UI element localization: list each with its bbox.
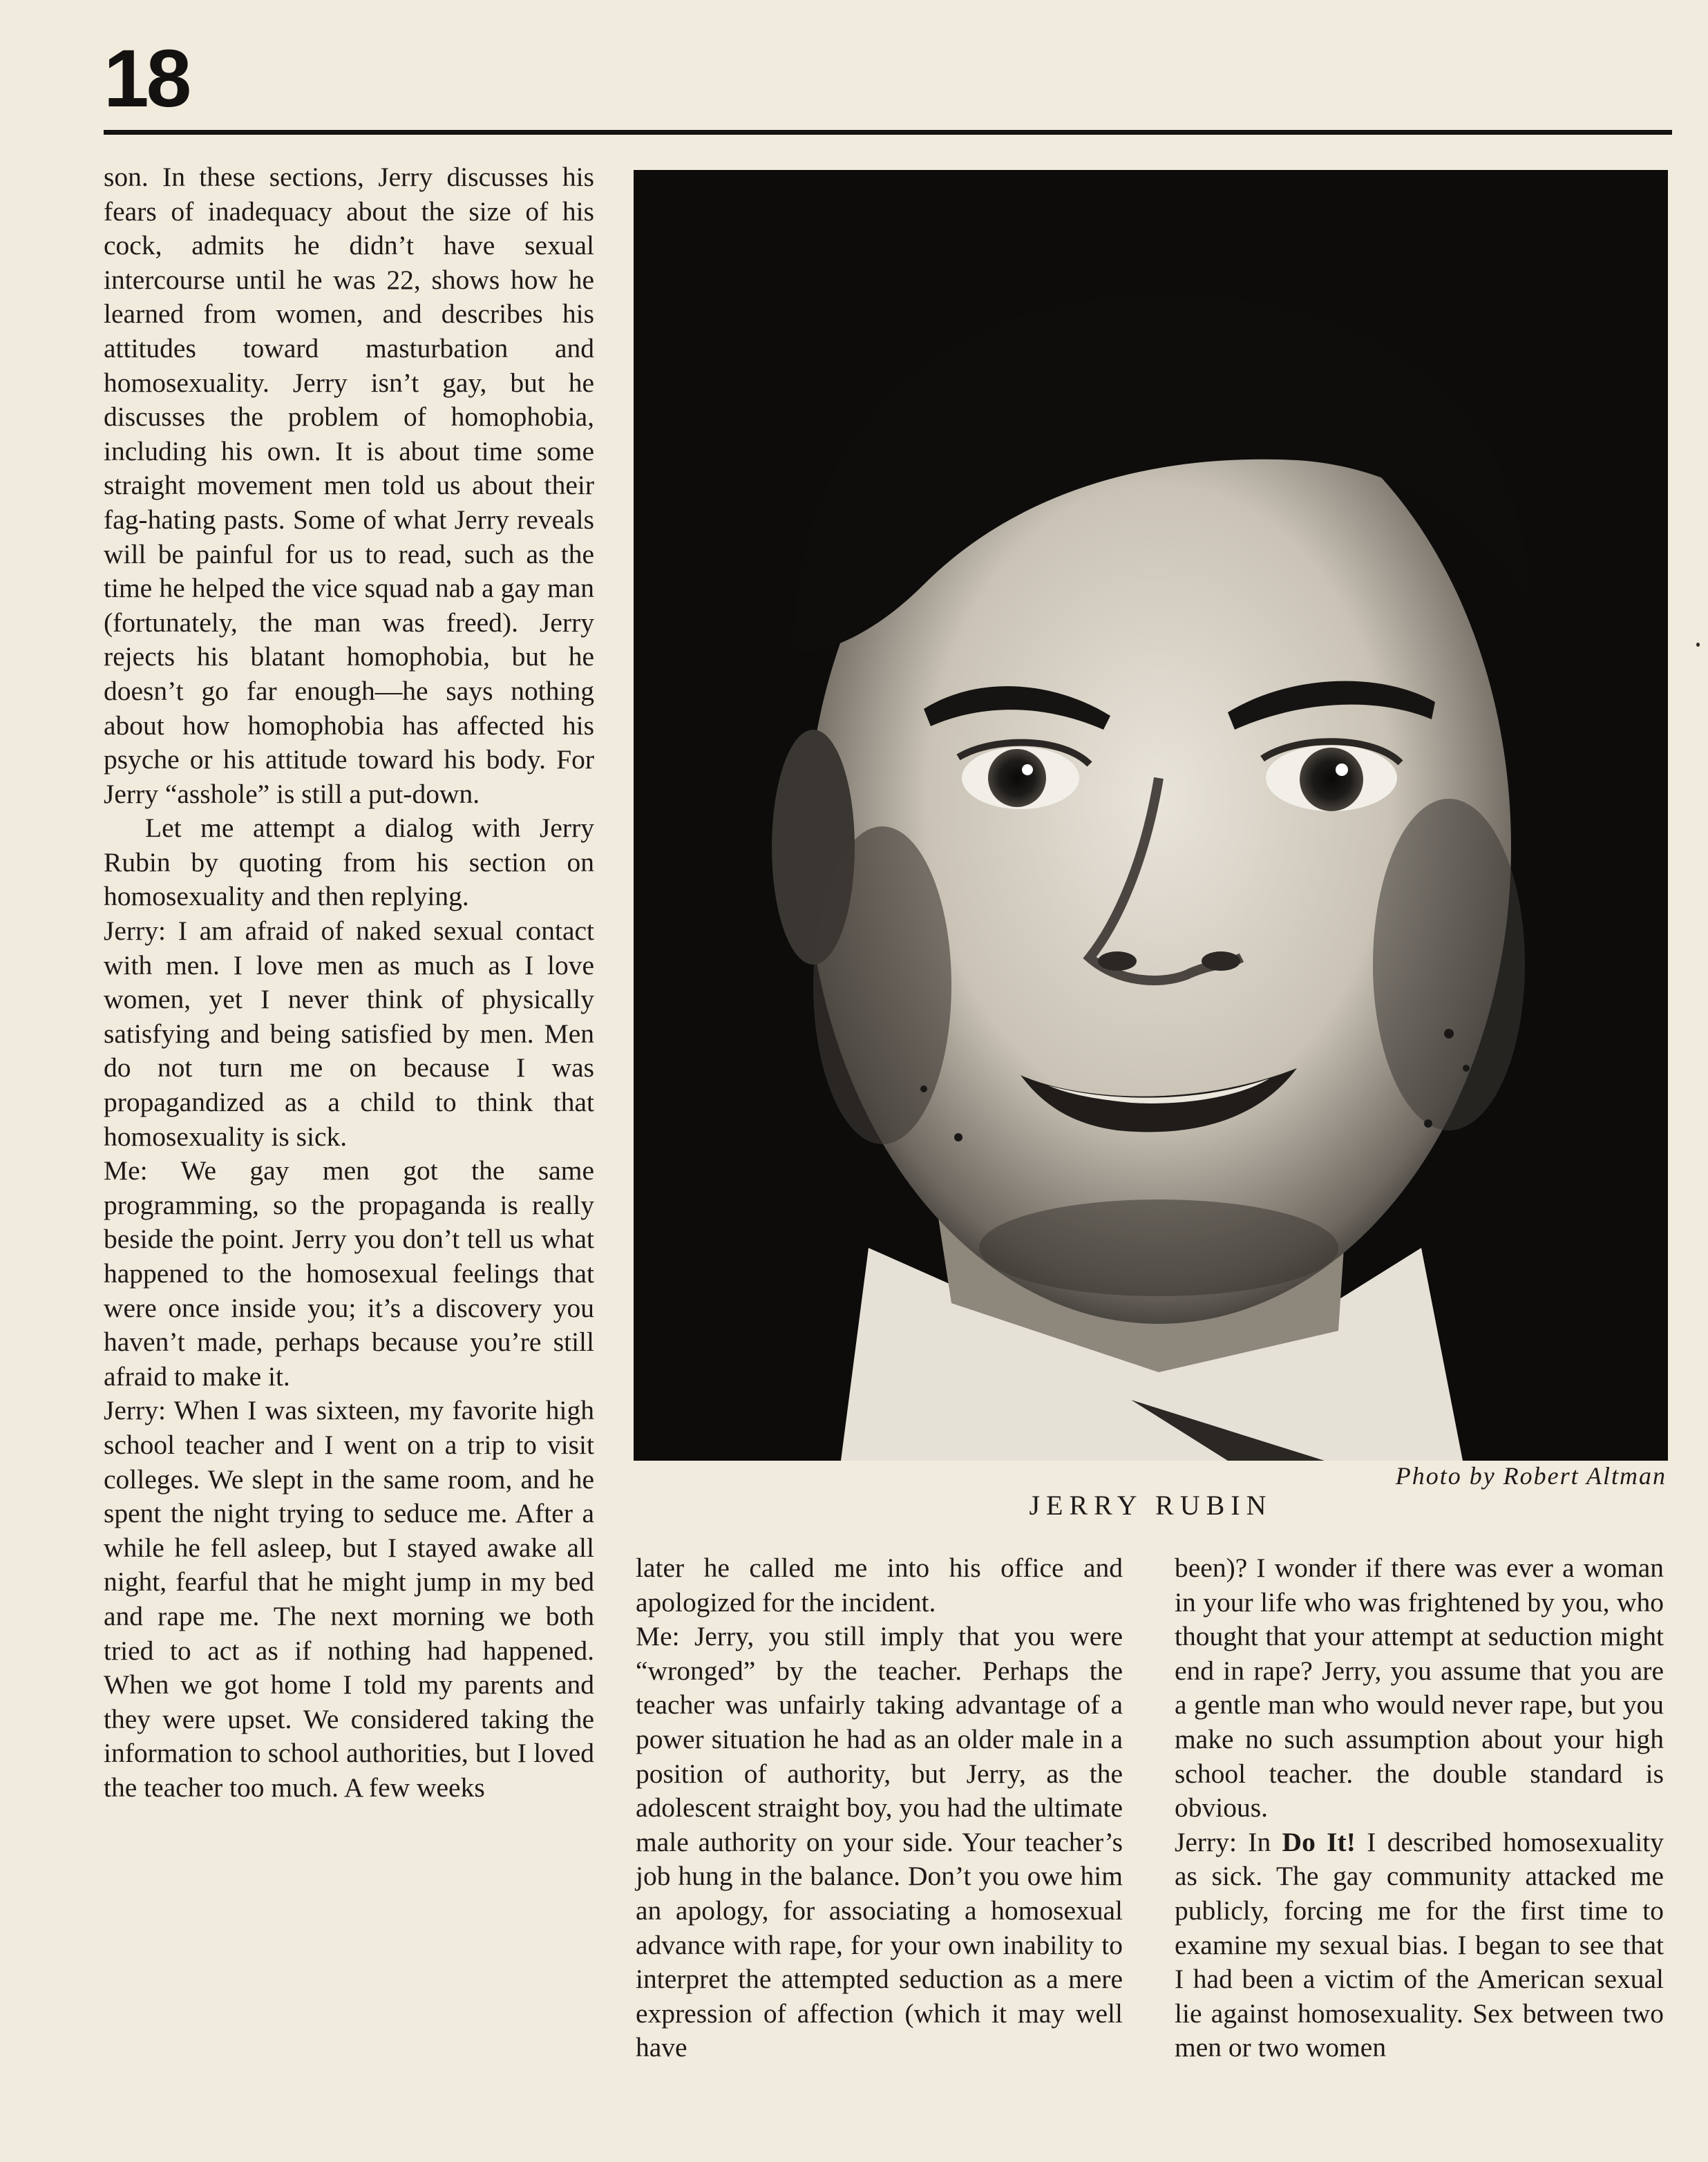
paragraph: later he called me into his office and apologized for the incident. <box>636 1553 1123 1618</box>
speaker-text: Jerry: In <box>1175 1826 1282 1857</box>
photo-caption: JERRY RUBIN <box>1029 1490 1273 1521</box>
book-title: Do It! <box>1282 1826 1356 1857</box>
article-column-middle <box>636 1551 1123 2065</box>
article-column-left <box>104 160 594 1805</box>
portrait-illustration <box>634 170 1668 1461</box>
paragraph: Me: We gay men got the same programming, so the propaganda is really beside the point. Jerry you don’t tell us what happened to the homosexual feelings that were once inside you; it’s a discovery you haven’t made, perhaps because you’re still afraid to make it. <box>104 1155 594 1392</box>
paragraph-text: I described homosexuality as sick. The gay community attacked me publicly, forcing me for the first time to examine my sexual bias. I began to see that I had been a victim of the American sexual lie against homosexuality. Sex between two men or two women <box>1175 1826 1664 2063</box>
paragraph: Let me attempt a dialog with Jerry Rubin by quoting from his section on homosexuality and then replying. <box>104 813 594 912</box>
portrait-photo <box>634 170 1668 1461</box>
paragraph <box>1175 1826 1664 2065</box>
header-rule <box>104 130 1672 135</box>
article-column-right <box>1175 1551 1664 2065</box>
page-number: 18 <box>104 33 189 124</box>
photo-credit: Photo by Robert Altman <box>1395 1462 1667 1490</box>
paragraph: son. In these sections, Jerry discusses his fears of inadequacy about the size of his cock, admits he didn’t have sexual intercourse until he was 22, shows how he learned from women, and describes his attitudes toward masturbation and homosexuality. Jerry isn’t gay, but he discusses the problem of homophobia, including his own. It is about time some straight movement men told us about their fag-hating pasts. Some of what Jerry reveals will be painful for us to read, such as the time he helped the vice squad nab a gay man (fortunately, the man was freed). Jerry rejects his blatant homophobia, but he doesn’t go far enough—he says nothing about how homophobia has affected his psyche or his attitude toward his body. For Jerry “asshole” is still a put-down. <box>104 162 594 809</box>
print-speck <box>1696 643 1700 647</box>
paragraph: Jerry: I am afraid of naked sexual contact with men. I love men as much as I love women, yet I never think of physically satisfying and being satisfied by men. Men do not turn me on because I was propagandized as a child to think that homosexuality is sick. <box>104 916 594 1152</box>
paragraph: Me: Jerry, you still imply that you were “wronged” by the teacher. Perhaps the teacher was unfairly taking advantage of a power situation he had as an older male in a position of authority, but Jerry, as the adolescent straight boy, you had the ultimate male authority on your side. Your teacher’s job hung in the balance. Don’t you owe him an apology, for associating a homosexual advance with rape, for your own inability to interpret the attempted seduction as a mere expression of affection (which it may well have <box>636 1621 1123 2063</box>
paragraph: been)? I wonder if there was ever a woman in your life who was frightened by you, who thought that your attempt at seduction might end in rape? Jerry, you assume that you are a gentle man who would never rape, but you make no such assumption about your high school teacher. the double standard is obvious. <box>1175 1553 1664 1823</box>
paragraph: Jerry: When I was sixteen, my favorite high school teacher and I went on a trip to visit colleges. We slept in the same room, and he spent the night trying to seduce me. After a while he fell asleep, but I stayed awake all night, fearful that he might jump in my bed and rape me. The next morning we both tried to act as if nothing had happened. When we got home I told my parents and they were upset. We considered taking the information to school authorities, but I loved the teacher too much. A few weeks <box>104 1395 594 1803</box>
